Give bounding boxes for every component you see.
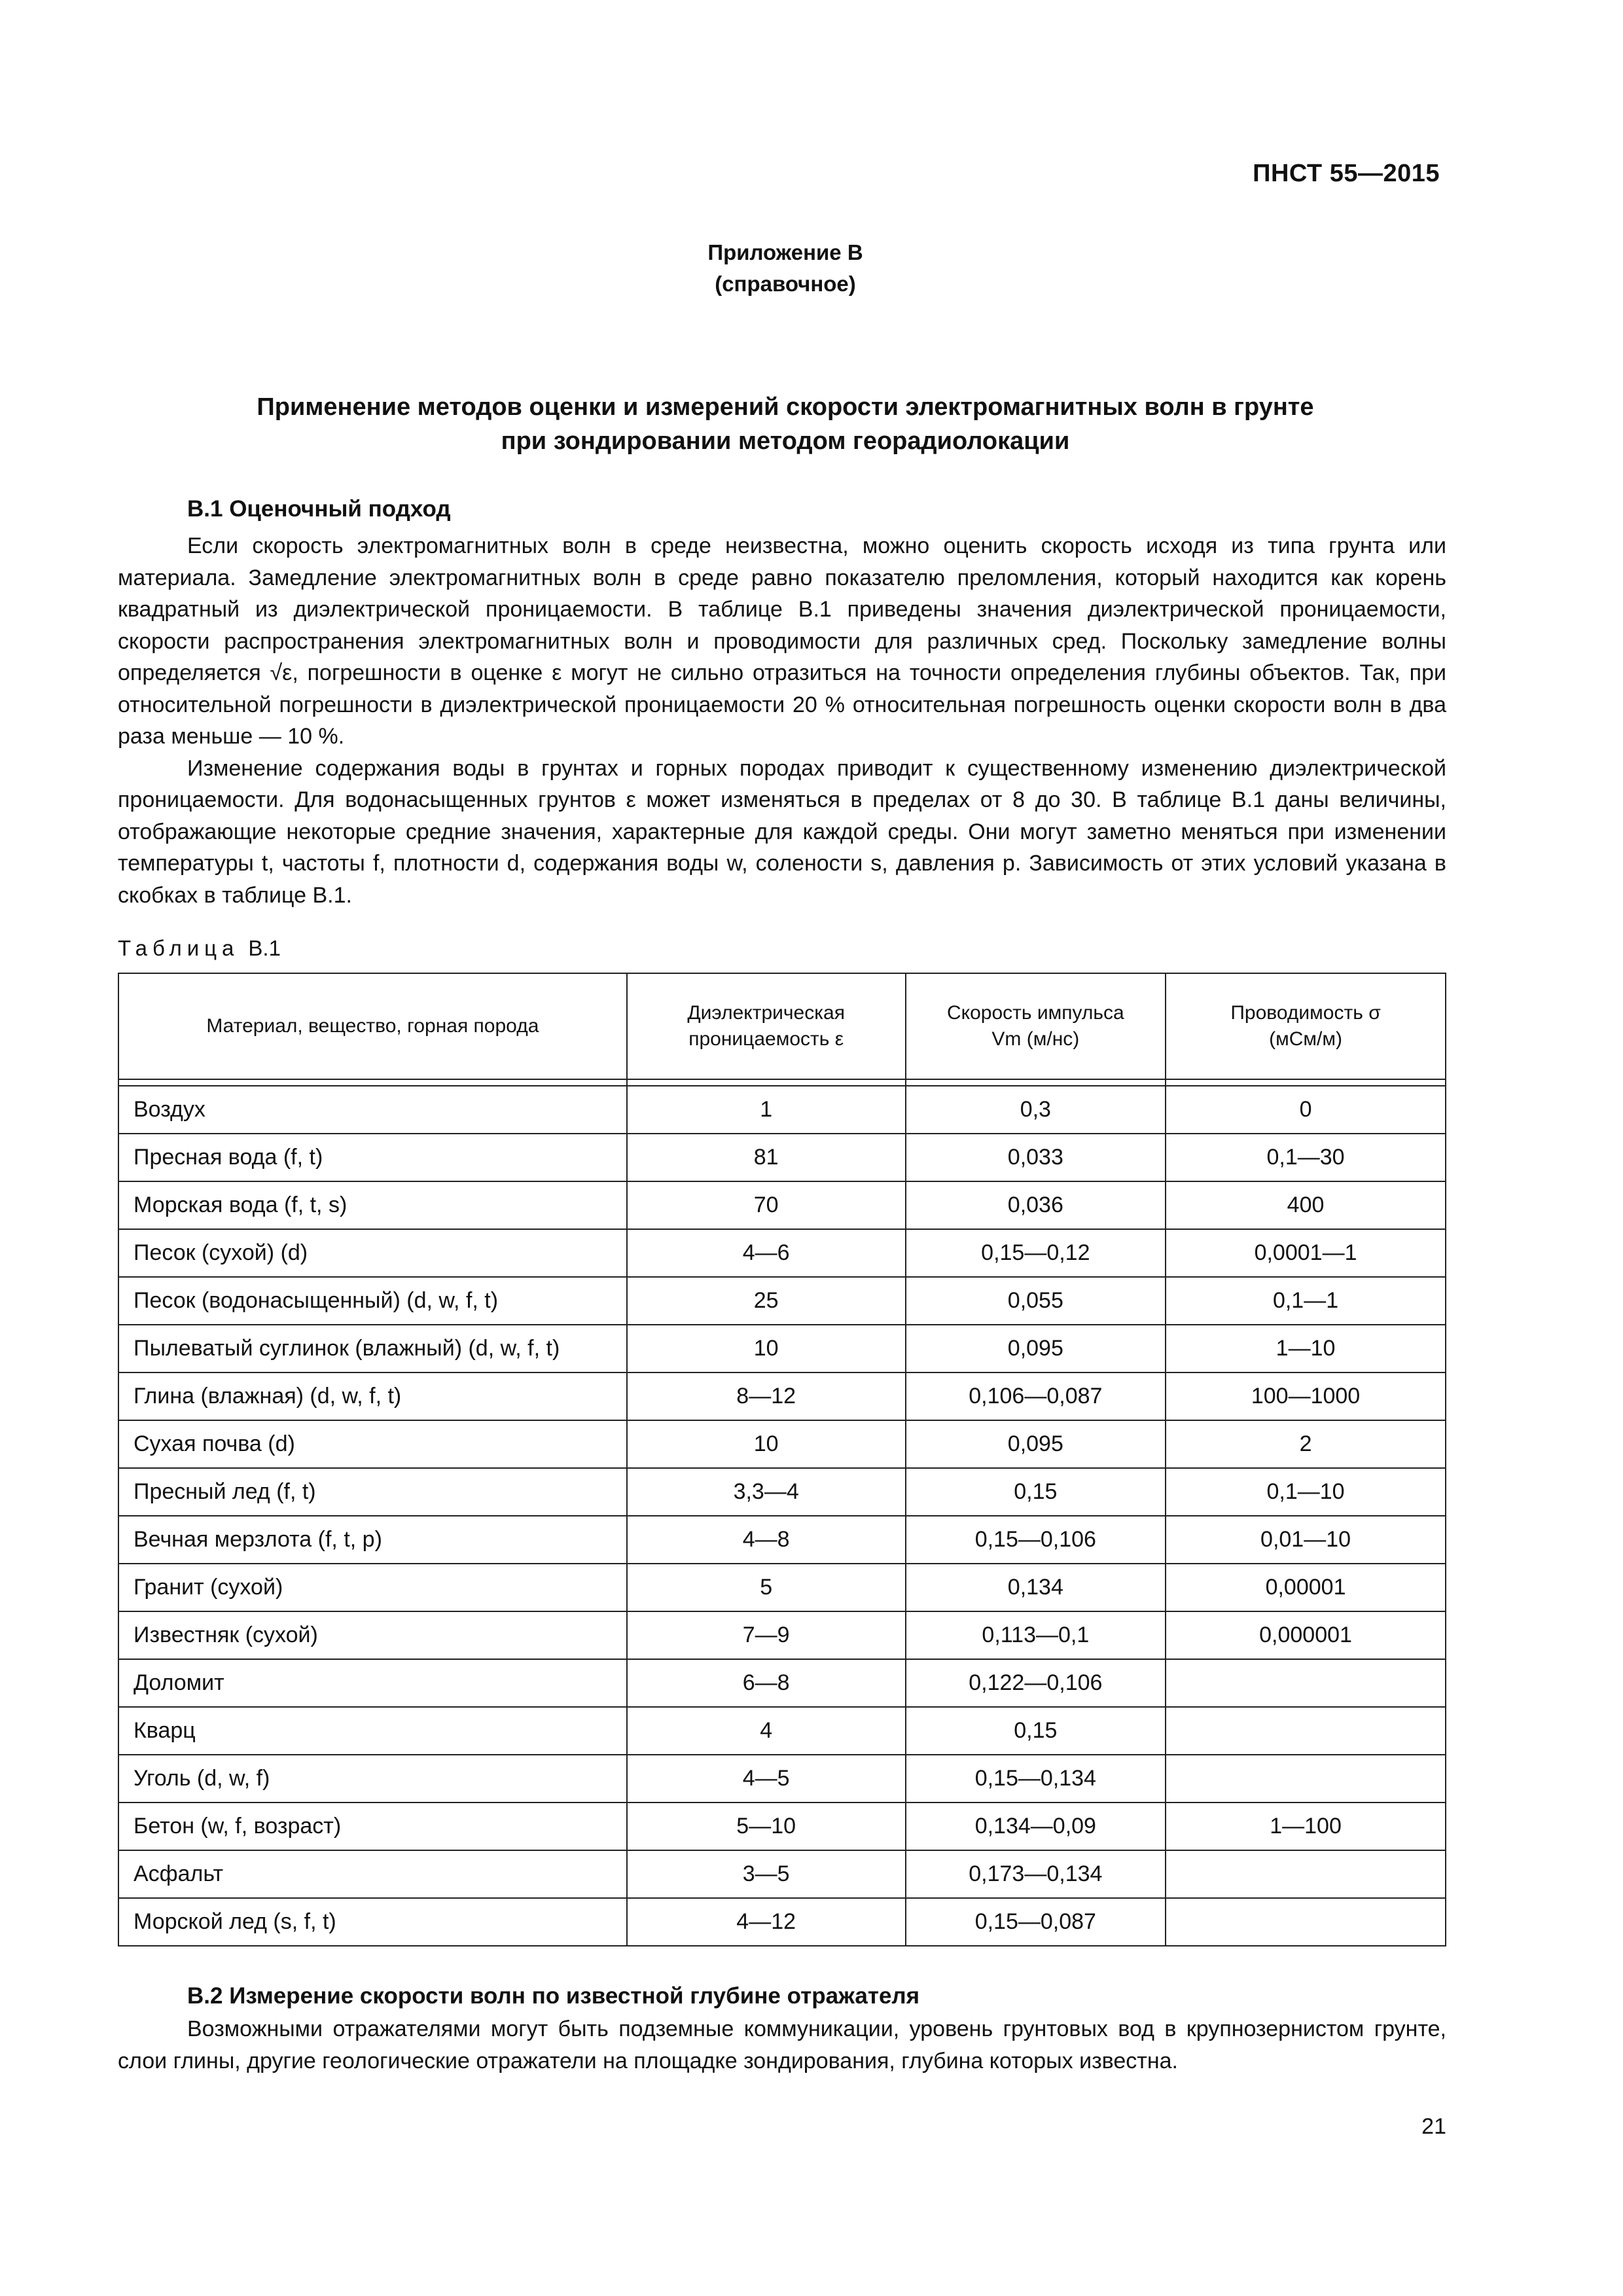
cell-material: Пресный лед (f, t) xyxy=(118,1468,627,1516)
table-row xyxy=(118,1898,1446,1946)
table-header-row xyxy=(118,973,1446,1079)
cell-pulse-speed: 0,134 xyxy=(906,1564,1166,1611)
spacer-cell xyxy=(906,1079,1166,1086)
table-row xyxy=(118,1086,1446,1134)
table-body xyxy=(118,1086,1446,1946)
cell-material: Морская вода (f, t, s) xyxy=(118,1181,627,1229)
cell-permittivity: 4—12 xyxy=(627,1898,906,1946)
table-row xyxy=(118,1372,1446,1420)
cell-material: Асфальт xyxy=(118,1850,627,1898)
cell-pulse-speed: 0,15—0,106 xyxy=(906,1516,1166,1564)
paragraph: Если скорость электромагнитных волн в среде неизвестна, можно оценить скорость исходя из типа грунта или материала. Замедление электромагнитных волн в среде равно показателю преломления, который находится как корень квадратный из диэлектрической проницаемости. В таблице В.1 приведены значения диэлектрической проницаемости, скорости распространения электромагнитных волн и проводимости для различных сред. Поскольку замедление волны определяется √ε, погрешности в оценке ε могут не сильно отразиться на точности определения глубины объектов. Так, при относительной погрешности в диэлектрической проницаемости 20 % относительная погрешность оценки скорости волн в два раза меньше — 10 %. xyxy=(118,533,1446,749)
cell-conductivity: 0,00001 xyxy=(1166,1564,1446,1611)
cell-pulse-speed: 0,15 xyxy=(906,1707,1166,1755)
properties-table xyxy=(118,973,1446,1946)
header-conductivity xyxy=(1166,973,1446,1079)
cell-material: Сухая почва (d) xyxy=(118,1420,627,1468)
cell-permittivity: 4 xyxy=(627,1707,906,1755)
table-row xyxy=(118,1564,1446,1611)
cell-conductivity: 0,0001—1 xyxy=(1166,1229,1446,1277)
cell-material: Вечная мерзлота (f, t, p) xyxy=(118,1516,627,1564)
cell-conductivity xyxy=(1166,1755,1446,1803)
appendix-heading xyxy=(0,237,1571,300)
cell-material: Бетон (w, f, возраст) xyxy=(118,1803,627,1850)
cell-pulse-speed: 0,033 xyxy=(906,1134,1166,1181)
cell-permittivity: 70 xyxy=(627,1181,906,1229)
table-caption xyxy=(118,936,281,961)
table-row xyxy=(118,1420,1446,1468)
cell-conductivity: 0,1—30 xyxy=(1166,1134,1446,1181)
cell-permittivity: 10 xyxy=(627,1420,906,1468)
document-id: ПНСТ 55—2015 xyxy=(1253,160,1440,187)
cell-permittivity: 5 xyxy=(627,1564,906,1611)
cell-pulse-speed: 0,122—0,106 xyxy=(906,1659,1166,1707)
cell-permittivity: 5—10 xyxy=(627,1803,906,1850)
table-row xyxy=(118,1803,1446,1850)
cell-conductivity: 100—1000 xyxy=(1166,1372,1446,1420)
cell-permittivity: 3—5 xyxy=(627,1850,906,1898)
cell-pulse-speed: 0,15—0,134 xyxy=(906,1755,1166,1803)
paragraph: Возможными отражателями могут быть подземные коммуникации, уровень грунтовых вод в крупнозернистом грунте, слои глины, другие геологические отражатели на площадке зондирования, глубина которых известна. xyxy=(118,2017,1446,2073)
header-permittivity-line-1: Диэлектрическая xyxy=(687,1002,845,1024)
table-row xyxy=(118,1468,1446,1516)
appendix-label: Приложение В xyxy=(707,240,863,264)
cell-conductivity: 2 xyxy=(1166,1420,1446,1468)
table-row xyxy=(118,1755,1446,1803)
cell-conductivity xyxy=(1166,1850,1446,1898)
cell-material: Кварц xyxy=(118,1707,627,1755)
cell-pulse-speed: 0,036 xyxy=(906,1181,1166,1229)
cell-material: Песок (сухой) (d) xyxy=(118,1229,627,1277)
section-b1-heading: В.1 Оценочный подход xyxy=(187,496,451,522)
cell-permittivity: 8—12 xyxy=(627,1372,906,1420)
cell-pulse-speed: 0,3 xyxy=(906,1086,1166,1134)
cell-material: Воздух xyxy=(118,1086,627,1134)
table-caption-number: В.1 xyxy=(248,936,281,960)
paragraph: Изменение содержания воды в грунтах и горных породах приводит к существенному изменению диэлектрической проницаемости. Для водонасыщенных грунтов ε может изменяться в пределах от 8 до 30. В таблице В.1 даны величины, отображающие некоторые средние значения, характерные для каждой среды. Они могут заметно меняться при изменении температуры t, частоты f, плотности d, содержания воды w, солености s, давления p. Зависимость от этих условий указана в скобках в таблице В.1. xyxy=(118,755,1446,908)
cell-permittivity: 81 xyxy=(627,1134,906,1181)
cell-permittivity: 10 xyxy=(627,1325,906,1372)
table-row xyxy=(118,1611,1446,1659)
cell-permittivity: 1 xyxy=(627,1086,906,1134)
page-title-line-1: Применение методов оценки и измерений скорости электромагнитных волн в грунте xyxy=(257,393,1314,421)
cell-pulse-speed: 0,113—0,1 xyxy=(906,1611,1166,1659)
header-pulse-speed-line-1: Скорость импульса xyxy=(946,1002,1124,1024)
cell-permittivity: 3,3—4 xyxy=(627,1468,906,1516)
cell-material: Гранит (сухой) xyxy=(118,1564,627,1611)
header-pulse-speed-line-2: Vm (м/нс) xyxy=(991,1028,1080,1050)
page-title xyxy=(0,390,1571,458)
table-row xyxy=(118,1707,1446,1755)
section-b1-body xyxy=(118,530,1446,911)
header-conductivity-line-1: Проводимость σ xyxy=(1230,1002,1381,1024)
page-number: 21 xyxy=(1421,2114,1446,2139)
cell-material: Песок (водонасыщенный) (d, w, f, t) xyxy=(118,1277,627,1325)
cell-pulse-speed: 0,095 xyxy=(906,1325,1166,1372)
table-row xyxy=(118,1325,1446,1372)
cell-permittivity: 7—9 xyxy=(627,1611,906,1659)
cell-pulse-speed: 0,15—0,087 xyxy=(906,1898,1166,1946)
table-row xyxy=(118,1229,1446,1277)
cell-material: Морской лед (s, f, t) xyxy=(118,1898,627,1946)
cell-permittivity: 4—5 xyxy=(627,1755,906,1803)
table-header-spacer xyxy=(118,1079,1446,1086)
cell-pulse-speed: 0,095 xyxy=(906,1420,1166,1468)
spacer-cell xyxy=(627,1079,906,1086)
cell-pulse-speed: 0,055 xyxy=(906,1277,1166,1325)
header-conductivity-line-2: (мСм/м) xyxy=(1269,1028,1342,1050)
cell-conductivity: 0,1—1 xyxy=(1166,1277,1446,1325)
table-row xyxy=(118,1134,1446,1181)
page-title-line-2: при зондировании методом георадиолокации xyxy=(501,427,1070,455)
cell-permittivity: 25 xyxy=(627,1277,906,1325)
header-permittivity xyxy=(627,973,906,1079)
cell-material: Глина (влажная) (d, w, f, t) xyxy=(118,1372,627,1420)
header-permittivity-line-2: проницаемость ε xyxy=(688,1028,844,1050)
cell-conductivity: 0,01—10 xyxy=(1166,1516,1446,1564)
table-row xyxy=(118,1659,1446,1707)
cell-conductivity: 400 xyxy=(1166,1181,1446,1229)
cell-conductivity: 0,000001 xyxy=(1166,1611,1446,1659)
cell-conductivity xyxy=(1166,1659,1446,1707)
table-row xyxy=(118,1516,1446,1564)
spacer-cell xyxy=(1166,1079,1446,1086)
spacer-cell xyxy=(118,1079,627,1086)
cell-pulse-speed: 0,15 xyxy=(906,1468,1166,1516)
cell-conductivity: 0,1—10 xyxy=(1166,1468,1446,1516)
cell-permittivity: 6—8 xyxy=(627,1659,906,1707)
cell-pulse-speed: 0,173—0,134 xyxy=(906,1850,1166,1898)
appendix-type: (справочное) xyxy=(715,272,856,296)
table-caption-word: Таблица xyxy=(118,936,240,960)
cell-permittivity: 4—6 xyxy=(627,1229,906,1277)
cell-permittivity: 4—8 xyxy=(627,1516,906,1564)
cell-conductivity: 1—10 xyxy=(1166,1325,1446,1372)
header-pulse-speed xyxy=(906,973,1166,1079)
section-b2-heading: В.2 Измерение скорости волн по известной глубине отражателя xyxy=(187,1983,920,2009)
cell-material: Уголь (d, w, f) xyxy=(118,1755,627,1803)
section-b2-body xyxy=(118,2013,1446,2077)
cell-conductivity: 0 xyxy=(1166,1086,1446,1134)
cell-pulse-speed: 0,134—0,09 xyxy=(906,1803,1166,1850)
cell-conductivity xyxy=(1166,1898,1446,1946)
cell-pulse-speed: 0,106—0,087 xyxy=(906,1372,1166,1420)
cell-material: Известняк (сухой) xyxy=(118,1611,627,1659)
header-material: Материал, вещество, горная порода xyxy=(118,973,627,1079)
table-row xyxy=(118,1850,1446,1898)
table-row xyxy=(118,1277,1446,1325)
cell-material: Доломит xyxy=(118,1659,627,1707)
cell-material: Пресная вода (f, t) xyxy=(118,1134,627,1181)
cell-conductivity: 1—100 xyxy=(1166,1803,1446,1850)
cell-conductivity xyxy=(1166,1707,1446,1755)
cell-material: Пылеватый суглинок (влажный) (d, w, f, t) xyxy=(118,1325,627,1372)
table-row xyxy=(118,1181,1446,1229)
cell-pulse-speed: 0,15—0,12 xyxy=(906,1229,1166,1277)
